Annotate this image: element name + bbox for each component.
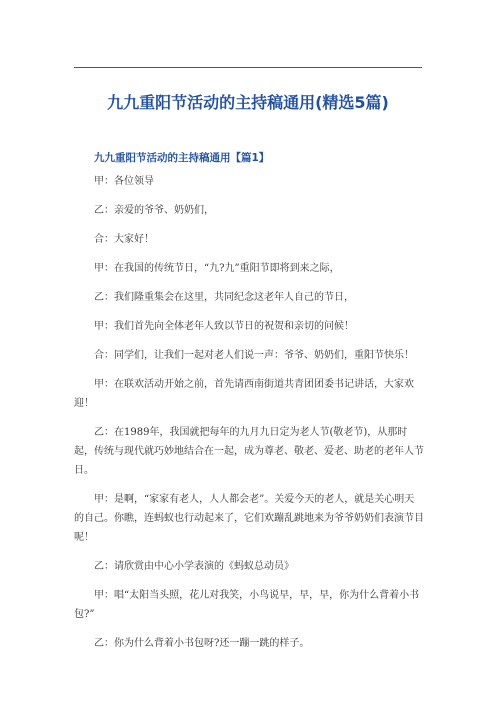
paragraph: 乙：你为什么背着小书包呀?还一蹦一跳的样子。	[94, 638, 310, 649]
paragraph: 乙：亲爱的爷爷、奶奶们，	[94, 205, 214, 216]
paragraph: 甲：是啊，“家家有老人，人人都会老”。关爱今天的老人，就是关心明天的自己。你瞧，连蚂蚁也行动起来了，它们欢蹦乱跳地来为爷爷奶奶们表演节目呢！	[74, 494, 424, 543]
paragraph: 甲：在我国的传统节日，“九?九”重阳节即将到来之际，	[94, 263, 340, 274]
paragraph: 乙：请欣赏由中心小学表演的《蚂蚁总动员》	[94, 561, 294, 572]
header-rule	[74, 67, 422, 68]
paragraph: 甲：各位领导	[94, 176, 154, 187]
paragraph: 甲：唱“太阳当头照，花儿对我笑，小鸟说早，早，早，你为什么背着小书包?”	[74, 590, 420, 620]
paragraph: 乙：我们隆重集会在这里，共同纪念这老年人自己的节日，	[94, 292, 354, 303]
paragraph: 合：同学们，让我们一起对老人们说一声：爷爷、奶奶们，重阳节快乐！	[94, 350, 414, 361]
paragraph: 甲：我们首先向全体老年人致以节日的祝贺和亲切的问候！	[94, 321, 354, 332]
document-title: 九九重阳节活动的主持稿通用(精选5篇)	[107, 93, 389, 112]
section-heading: 九九重阳节活动的主持稿通用【篇1】	[94, 152, 270, 164]
document-body	[74, 172, 424, 663]
paragraph: 合：大家好！	[94, 234, 154, 245]
paragraph: 乙：在1989年，我国就把每年的九月九日定为老人节(敬老节)，从那时起，传统与现代就巧妙地结合在一起，成为尊老、敬老、爱老、助老的老年人节日。	[74, 427, 424, 476]
paragraph: 甲：在联欢活动开始之前，首先请西南街道共青团团委书记讲话，大家欢迎！	[74, 379, 414, 409]
